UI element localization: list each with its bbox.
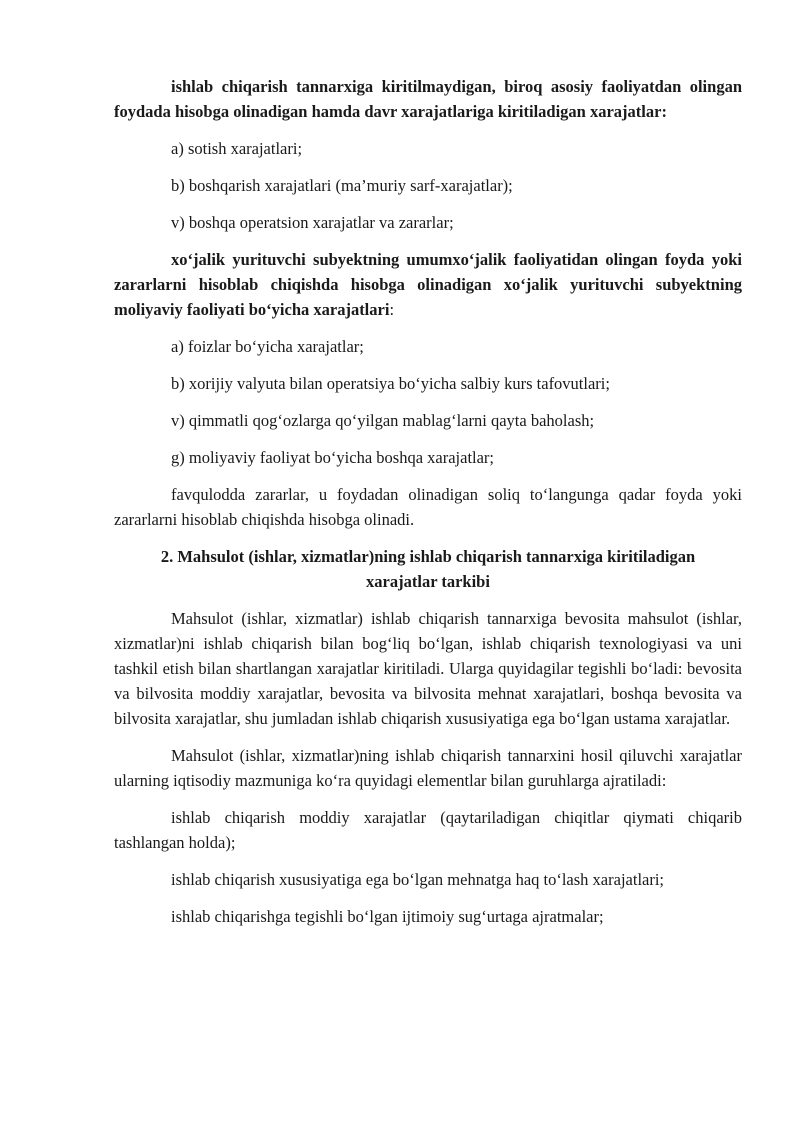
list-item-selling-costs: a) sotish xarajatlari;: [171, 139, 303, 158]
paragraph-production-cost-composition: Mahsulot (ishlar, xizmatlar) ishlab chiqarish tannarxiga bevosita mahsulot (ishlar, xizmatlar)ni ishlab chiqarish bilan bog‘liq bo‘lgan, ishlab chiqarish texnologiyasi va uni tashkil etish bilan shartlangan xarajatlar kiritiladi. Ularga quyidagilar tegishli bo‘ladi: bevosita va bilvosita moddiy xarajatlar, bevosita va bilvosita mehnat xarajatlari, boshqa bevosita va bilvosita xarajatlar, shu jumladan ishlab chiqarish xususiyatiga ega bo‘lgan ustama xarajatlar.: [114, 609, 742, 728]
list-item-fx-differences: b) xorijiy valyuta bilan operatsiya bo‘yicha salbiy kurs tafovutlari;: [171, 374, 610, 393]
list-item-securities-revaluation: v) qimmatli qog‘ozlarga qo‘yilgan mablag‘larni qayta baholash;: [171, 411, 595, 430]
list-item-other-operating-costs: v) boshqa operatsion xarajatlar va zararlar;: [171, 213, 454, 232]
paragraph-extraordinary-losses: favqulodda zararlar, u foydadan olinadigan soliq to‘langunga qadar foyda yoki zararlarni hisoblab chiqishda hisobga olinadi.: [114, 485, 742, 529]
paragraph-social-insurance: ishlab chiqarishga tegishli bo‘lgan ijtimoiy sug‘urtaga ajratmalar;: [171, 907, 604, 926]
paragraph-financial-activity-costs: [114, 247, 742, 322]
section-heading-line1: 2. Mahsulot (ishlar, xizmatlar)ning ishlab chiqarish tannarxiga kiritiladigan: [160, 547, 696, 566]
list-item-interest-costs: a) foizlar bo‘yicha xarajatlar;: [171, 337, 364, 356]
financial-activity-bold-text: xo‘jalik yurituvchi subyektning umumxo‘jalik faoliyatidan olingan foyda yoki zararlarni hisoblab chiqishda hisobga olinadigan xo‘jalik yurituvchi subyektning moliyaviy faoliyati bo‘yicha xarajatlari: [114, 250, 742, 319]
section-heading-line2: xarajatlar tarkibi: [366, 572, 490, 591]
paragraph-material-costs: ishlab chiqarish moddiy xarajatlar (qaytariladigan chiqitlar qiymati chiqarib tashlangan holda);: [114, 808, 742, 852]
financial-activity-colon: :: [389, 300, 395, 319]
paragraph-production-excluded-costs: ishlab chiqarish tannarxiga kiritilmaydigan, biroq asosiy faoliyatdan olingan foydada hisobga olinadigan hamda davr xarajatlariga kiritiladigan xarajatlar:: [114, 77, 742, 121]
section-heading: [114, 544, 742, 594]
document-page: [114, 74, 742, 941]
paragraph-cost-elements-intro: Mahsulot (ishlar, xizmatlar)ning ishlab chiqarish tannarxini hosil qiluvchi xarajatlar ularning iqtisodiy mazmuniga ko‘ra quyidagi elementlar bilan guruhlarga ajratiladi:: [114, 746, 742, 790]
paragraph-labor-costs: ishlab chiqarish xususiyatiga ega bo‘lgan mehnatga haq to‘lash xarajatlari;: [171, 870, 665, 889]
list-item-admin-costs: b) boshqarish xarajatlari (ma’muriy sarf-xarajatlar);: [171, 176, 513, 195]
list-item-other-financial-costs: g) moliyaviy faoliyat bo‘yicha boshqa xarajatlar;: [171, 448, 495, 467]
